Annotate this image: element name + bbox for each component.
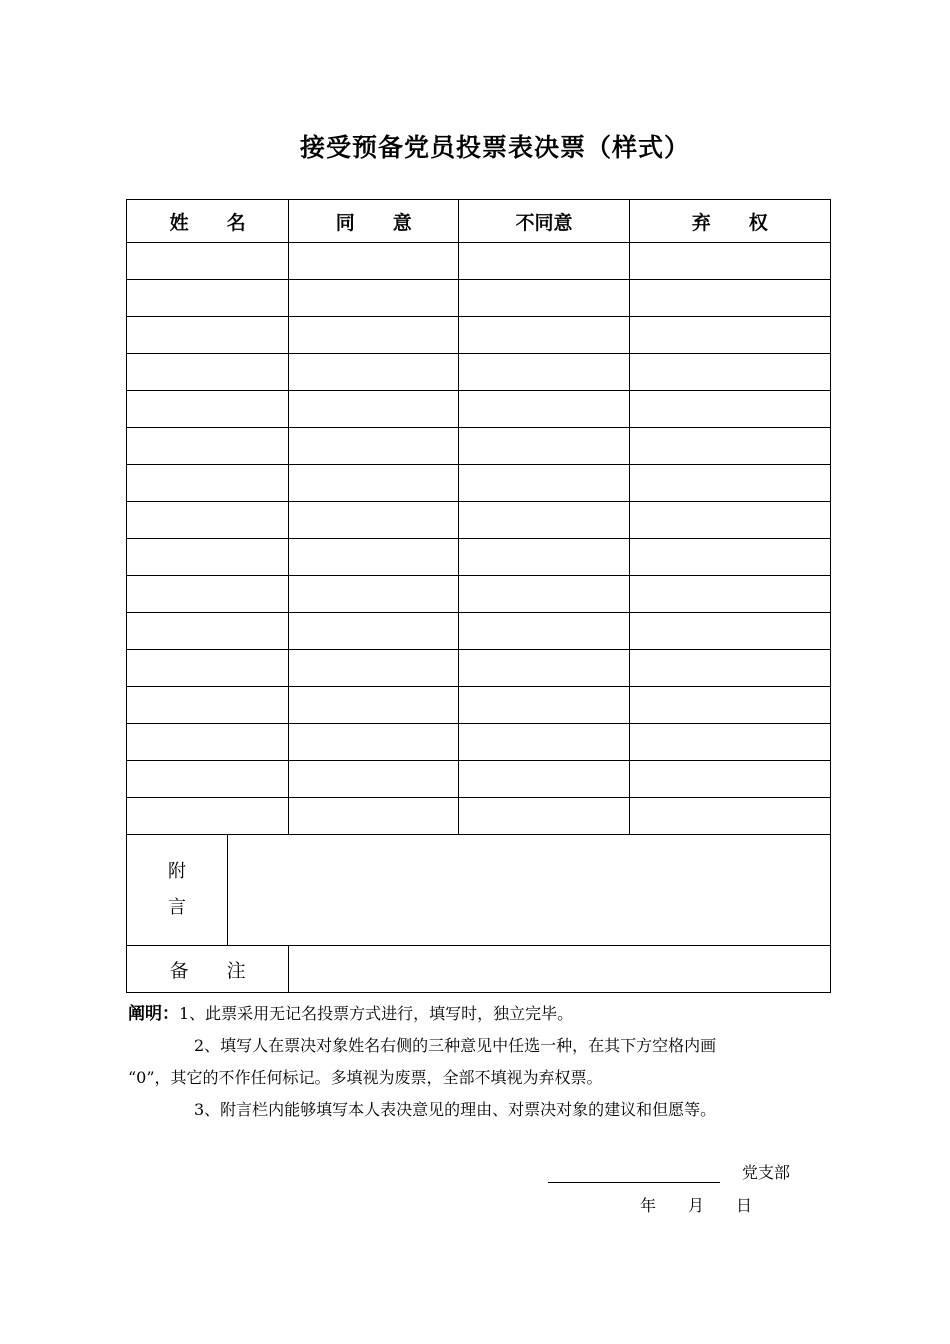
remark-field[interactable] — [228, 835, 831, 945]
agree-cell[interactable] — [289, 502, 459, 539]
name-cell[interactable] — [127, 613, 289, 650]
remark-label-line1: 附 — [168, 861, 186, 882]
abstain-cell[interactable] — [629, 502, 830, 539]
vote-row — [127, 391, 831, 428]
abstain-cell[interactable] — [629, 354, 830, 391]
abstain-cell[interactable] — [629, 613, 830, 650]
agree-cell[interactable] — [289, 650, 459, 687]
vote-row — [127, 502, 831, 539]
name-cell[interactable] — [127, 687, 289, 724]
disagree-cell[interactable] — [459, 428, 629, 465]
abstain-cell[interactable] — [629, 761, 830, 798]
name-cell[interactable] — [127, 243, 289, 280]
abstain-cell[interactable] — [629, 539, 830, 576]
name-cell[interactable] — [127, 539, 289, 576]
name-cell[interactable] — [127, 724, 289, 761]
abstain-cell[interactable] — [629, 428, 830, 465]
disagree-cell[interactable] — [459, 650, 629, 687]
disagree-cell[interactable] — [459, 539, 629, 576]
agree-cell[interactable] — [289, 724, 459, 761]
agree-cell[interactable] — [289, 465, 459, 502]
name-cell[interactable] — [127, 280, 289, 317]
disagree-cell[interactable] — [459, 391, 629, 428]
name-cell[interactable] — [127, 465, 289, 502]
remark-label — [127, 835, 228, 945]
date-label: 年 月 日 — [640, 1196, 753, 1215]
vote-row — [127, 724, 831, 761]
name-cell[interactable] — [127, 798, 289, 835]
abstain-cell[interactable] — [629, 243, 830, 280]
ballot-table — [126, 199, 831, 993]
agree-cell[interactable] — [289, 280, 459, 317]
header-agree: 同 意 — [289, 200, 459, 243]
disagree-cell[interactable] — [459, 502, 629, 539]
branch-name-line[interactable] — [548, 1162, 720, 1183]
abstain-cell[interactable] — [629, 465, 830, 502]
vote-row — [127, 687, 831, 724]
page-title: 接受预备党员投票表决票（样式） — [299, 133, 690, 162]
agree-cell[interactable] — [289, 687, 459, 724]
vote-row — [127, 761, 831, 798]
vote-row — [127, 650, 831, 687]
name-cell[interactable] — [127, 317, 289, 354]
vote-row — [127, 798, 831, 835]
vote-row — [127, 539, 831, 576]
vote-row — [127, 613, 831, 650]
instructions — [128, 998, 838, 1126]
disagree-cell[interactable] — [459, 243, 629, 280]
agree-cell[interactable] — [289, 428, 459, 465]
disagree-cell[interactable] — [459, 354, 629, 391]
disagree-cell[interactable] — [459, 724, 629, 761]
disagree-cell[interactable] — [459, 687, 629, 724]
agree-cell[interactable] — [289, 391, 459, 428]
agree-cell[interactable] — [289, 613, 459, 650]
disagree-cell[interactable] — [459, 317, 629, 354]
disagree-cell[interactable] — [459, 465, 629, 502]
disagree-cell[interactable] — [459, 576, 629, 613]
vote-row — [127, 317, 831, 354]
vote-row — [127, 465, 831, 502]
instruction-item-3: 3、附言栏内能够填写本人表决意见的理由、对票决对象的建议和但愿等。 — [194, 1100, 717, 1119]
abstain-cell[interactable] — [629, 687, 830, 724]
header-abstain: 弃 权 — [629, 200, 830, 243]
name-cell[interactable] — [127, 650, 289, 687]
header-disagree: 不同意 — [459, 200, 629, 243]
agree-cell[interactable] — [289, 354, 459, 391]
abstain-cell[interactable] — [629, 317, 830, 354]
abstain-cell[interactable] — [629, 798, 830, 835]
instructions-label: 阐明： — [128, 1004, 179, 1024]
instruction-item-1: 阐明：1、此票采用无记名投票方式进行，填写时，独立完毕。 — [128, 1004, 574, 1024]
agree-cell[interactable] — [289, 798, 459, 835]
agree-cell[interactable] — [289, 243, 459, 280]
name-cell[interactable] — [127, 576, 289, 613]
name-cell[interactable] — [127, 761, 289, 798]
vote-row — [127, 280, 831, 317]
header-name: 姓 名 — [127, 200, 289, 243]
agree-cell[interactable] — [289, 317, 459, 354]
name-cell[interactable] — [127, 502, 289, 539]
disagree-cell[interactable] — [459, 280, 629, 317]
instruction-item-2: 2、填写人在票决对象姓名右侧的三种意见中任选一种，在其下方空格内画 — [194, 1036, 717, 1055]
abstain-cell[interactable] — [629, 576, 830, 613]
abstain-cell[interactable] — [629, 650, 830, 687]
abstain-cell[interactable] — [629, 391, 830, 428]
note-field[interactable] — [289, 946, 831, 993]
abstain-cell[interactable] — [629, 724, 830, 761]
agree-cell[interactable] — [289, 761, 459, 798]
remark-label-line2: 言 — [168, 897, 186, 918]
vote-row — [127, 243, 831, 280]
branch-label: 党支部 — [742, 1163, 791, 1182]
vote-row — [127, 428, 831, 465]
vote-rows — [127, 243, 831, 835]
name-cell[interactable] — [127, 391, 289, 428]
header-row — [127, 200, 831, 243]
name-cell[interactable] — [127, 354, 289, 391]
disagree-cell[interactable] — [459, 613, 629, 650]
note-row — [127, 946, 831, 993]
agree-cell[interactable] — [289, 539, 459, 576]
name-cell[interactable] — [127, 428, 289, 465]
disagree-cell[interactable] — [459, 761, 629, 798]
agree-cell[interactable] — [289, 576, 459, 613]
abstain-cell[interactable] — [629, 280, 830, 317]
note-label: 备 注 — [127, 946, 289, 993]
disagree-cell[interactable] — [459, 798, 629, 835]
vote-row — [127, 354, 831, 391]
instruction-item-2-continued: “0”，其它的不作任何标记。多填视为废票，全部不填视为弃权票。 — [128, 1068, 603, 1087]
remark-row — [127, 835, 831, 946]
vote-row — [127, 576, 831, 613]
